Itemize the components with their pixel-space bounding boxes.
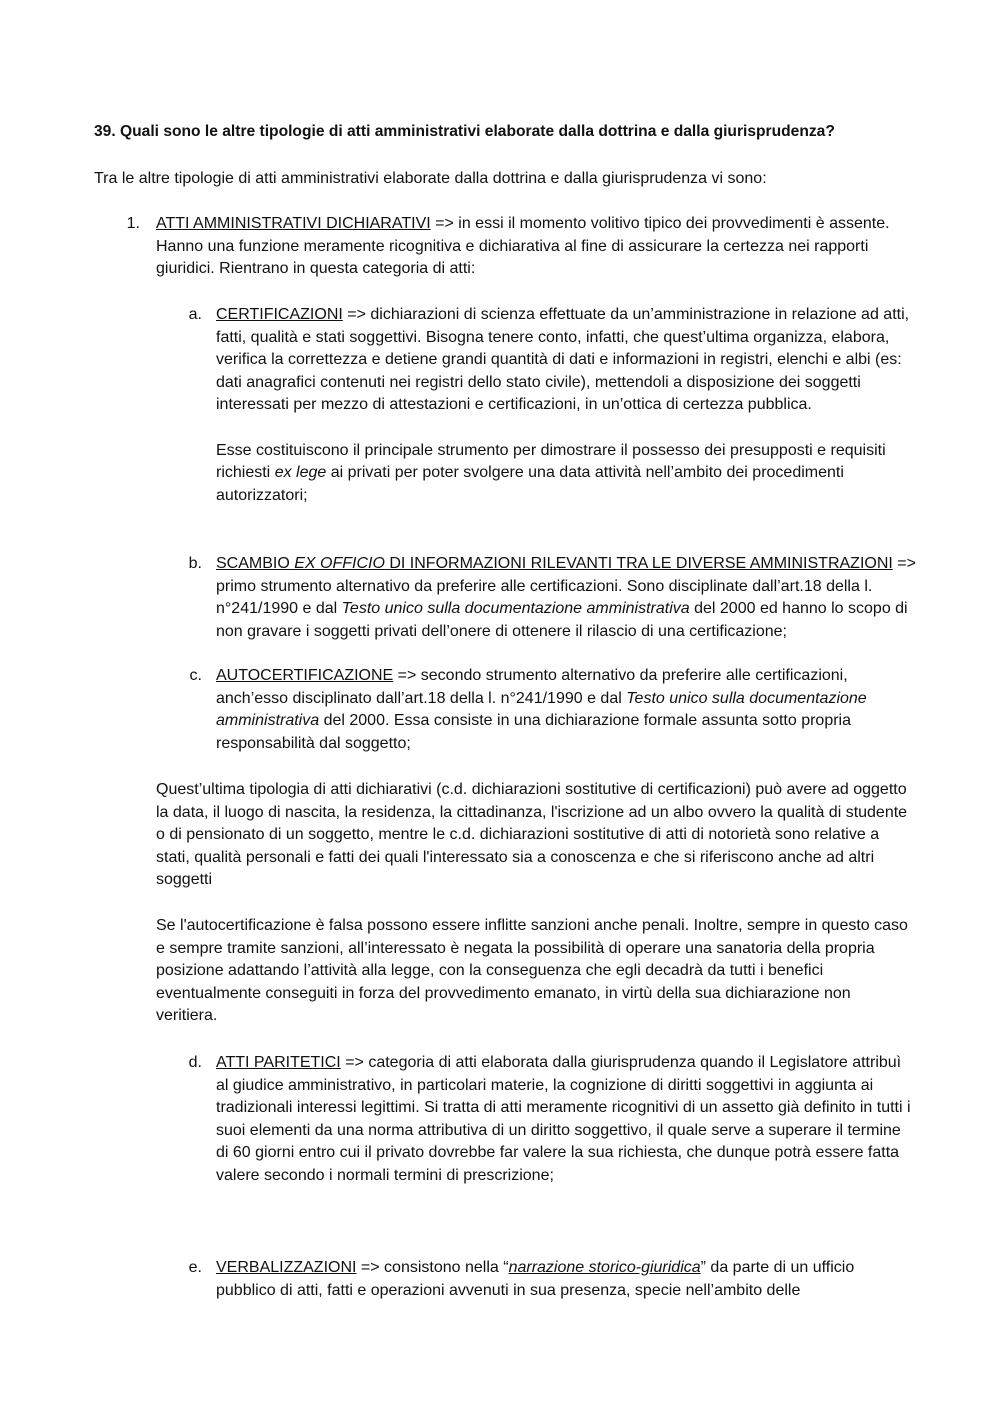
list-marker-a: a. bbox=[188, 306, 202, 323]
list-marker-1: 1. bbox=[126, 215, 140, 232]
list-marker-b: b. bbox=[188, 555, 202, 572]
list-marker-d: d. bbox=[188, 1054, 202, 1071]
list-marker-c: c. bbox=[189, 667, 202, 684]
list-item-scambio-informazioni: SCAMBIO EX OFFICIO DI INFORMAZIONI RILEVANTI TRA LE DIVERSE AMMINISTRAZIONI => primo strumento alternativo da preferire alle certificazioni. Sono disciplinate dall’art.18 della l. n°241/1990 e dal Testo unico sulla documentazione amministrativa del 2000 ed hanno lo scopo di non gravare i soggetti privati dell’onere di ottenere il rilascio di una certificazione; bbox=[216, 555, 916, 640]
question-heading: 39. Quali sono le altre tipologie di atti amministrativi elaborate dalla dottrina e dalla giurisprudenza? bbox=[94, 123, 835, 140]
list-item-atti-paritetici: ATTI PARITETICI => categoria di atti elaborata dalla giurisprudenza quando il Legislatore attribuì al giudice amministrativo, in particolari materie, la cognizione di diritti soggettivi in aggiunta ai tradizionali interessi legittimi. Si tratta di atti meramente ricognitivi di un assetto già definito in tutti i suoi elementi da una norma attributiva di un diritto soggettivo, il quale serve a superare il termine di 60 giorni entro cui il privato dovrebbe far valere la sua richiesta, che dunque potrà essere fatta valere secondo i normali termini di prescrizione; bbox=[216, 1054, 911, 1184]
term-atti-dichiarativi: ATTI AMMINISTRATIVI DICHIARATIVI bbox=[156, 215, 431, 232]
list-item-verbalizzazioni: VERBALIZZAZIONI => consistono nella “narrazione storico-giuridica” da parte di un ufficio pubblico di atti, fatti e operazioni avvenuti in sua presenza, specie nell’ambito delle bbox=[216, 1259, 855, 1299]
term-verbalizzazioni: VERBALIZZAZIONI bbox=[216, 1259, 357, 1276]
item-body: => in essi il momento volitivo tipico dei provvedimenti è assente. Hanno una funzione meramente ricognitiva e dichiarativa al fine di assicurare la certezza nei rapporti giuridici. Rientrano in questa categoria di atti: bbox=[156, 215, 890, 278]
list-item-atti-dichiarativi bbox=[156, 213, 916, 281]
paragraph-dichiarazioni-sostitutive: Quest’ultima tipologia di atti dichiarativi (c.d. dichiarazioni sostitutive di certificazioni) può avere ad oggetto la data, il luogo di nascita, la residenza, la cittadinanza, l'iscrizione ad un albo ovvero la qualità di studente o di pensionato di un soggetto, mentre le c.d. dichiarazioni sostitutive di atti di notorietà sono relative a stati, qualità personali e fatti dei quali l'interessato sia a conoscenza e che si riferiscono anche ad altri soggetti bbox=[156, 781, 908, 889]
term-scambio-informazioni: SCAMBIO EX OFFICIO DI INFORMAZIONI RILEVANTI TRA LE DIVERSE AMMINISTRAZIONI bbox=[216, 555, 893, 572]
list-marker-e: e. bbox=[188, 1259, 202, 1276]
term-atti-paritetici: ATTI PARITETICI bbox=[216, 1054, 341, 1071]
paragraph-autocertificazione-falsa: Se l'autocertificazione è falsa possono essere inflitte sanzioni anche penali. Inoltre, sempre in questo caso e sempre tramite sanzioni, all’interessato è negata la possibilità di operare una sanatoria della propria posizione adattando l’attività alla legge, con la conseguenza che egli decadrà da tutti i benefici eventualmente conseguiti in forza del provvedimento emanato, in virtù della sua dichiarazione non veritiera. bbox=[156, 917, 908, 1025]
list-item-certificazioni bbox=[216, 304, 916, 507]
intro-paragraph: Tra le altre tipologie di atti amministrativi elaborate dalla dottrina e dalla giurisprudenza vi sono: bbox=[94, 170, 767, 187]
list-item-autocertificazione: AUTOCERTIFICAZIONE => secondo strumento alternativo da preferire alle certificazioni, anch’esso disciplinato dall’art.18 della l. n°241/1990 e dal Testo unico sulla documentazione amministrativa del 2000. Essa consiste in una dichiarazione formale assunta sotto propria responsabilità dal soggetto; bbox=[216, 667, 867, 752]
term-certificazioni: CERTIFICAZIONI bbox=[216, 306, 343, 323]
item-body: => dichiarazioni di scienza effettuate da un’amministrazione in relazione ad atti, fatti, qualità e stati soggettivi. Bisogna tenere conto, infatti, che quest’ultima organizza, elabora, verifica la correttezza e detiene grandi quantità di dati e informazioni in registri, elenchi e albi (es: dati anagrafici contenuti nei registri dello stato civile), mettendoli a disposizione dei soggetti interessati per mezzo di attestazioni e certificazioni, in un’ottica di certezza pubblica. bbox=[216, 306, 910, 414]
certificazioni-paragraph-2: Esse costituiscono il principale strumento per dimostrare il possesso dei presupposti e requisiti richiesti ex lege ai privati per poter svolgere una data attività nell’ambito dei procedimenti autorizzatori; bbox=[216, 441, 886, 504]
term-autocertificazione: AUTOCERTIFICAZIONE bbox=[216, 667, 394, 684]
